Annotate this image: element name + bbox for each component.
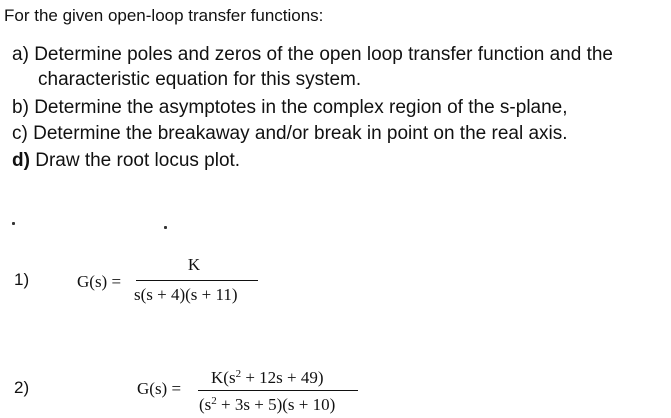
problem-2-numerator-a: K(s: [211, 368, 236, 387]
problem-1-fraction-bar: [136, 280, 258, 281]
question-a-line2: characteristic equation for this system.: [38, 69, 362, 90]
problem-2-numerator-exponent: 2: [235, 368, 242, 380]
problem-2-denominator-exponent: 2: [211, 395, 217, 407]
problem-2-lhs: G(s) =: [137, 379, 182, 398]
problem-1-number: 1): [14, 270, 30, 289]
question-d: [12, 150, 240, 172]
problem-1-lhs: G(s) =: [77, 272, 122, 291]
question-c: [12, 123, 568, 145]
problem-2-number: 2): [14, 378, 30, 397]
problem-2-denominator: [199, 395, 335, 415]
problem-2-numerator-b: + 12s + 49): [241, 368, 324, 387]
question-a-text-line1: Determine poles and zeros of the open loop transfer function and the: [34, 44, 614, 65]
question-b-label: b): [12, 97, 29, 118]
question-d-text: Draw the root locus plot.: [35, 150, 241, 171]
problem-2-denominator-b: + 3s + 5)(s + 10): [216, 395, 336, 414]
scan-mark-middle: [164, 226, 167, 229]
problem-2-fraction-bar: [198, 390, 358, 391]
question-c-text: Determine the breakaway and/or break in point on the real axis.: [33, 123, 568, 144]
question-b-text: Determine the asymptotes in the complex region of the s-plane,: [34, 97, 568, 118]
question-d-label: d): [12, 150, 30, 171]
question-b: [12, 97, 568, 119]
problem-2-numerator: [211, 368, 324, 388]
scan-mark-left: [12, 222, 15, 225]
problem-2-denominator-a: (s: [199, 395, 212, 414]
problem-1-numerator: K: [187, 255, 201, 274]
question-a-label: a): [12, 44, 29, 65]
intro-text: For the given open-loop transfer functions:: [4, 6, 324, 25]
problem-1-denominator: s(s + 4)(s + 11): [134, 285, 238, 304]
question-a: [12, 44, 613, 66]
question-c-label: c): [12, 123, 28, 144]
